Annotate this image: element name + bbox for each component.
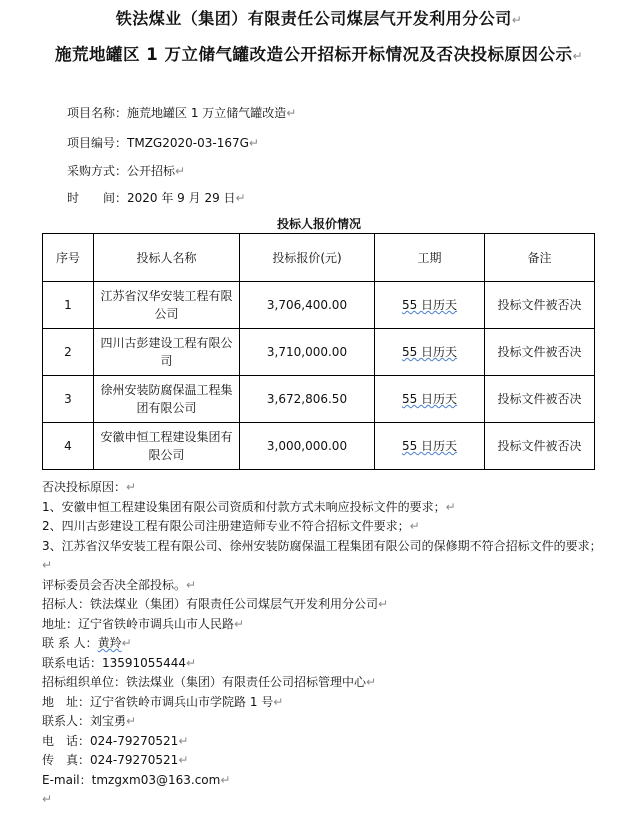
table-row xyxy=(43,329,595,376)
address-line: 地址：辽宁省铁岭市调兵山市人民路↵ xyxy=(42,616,245,631)
cell-price: 3,000,000.00 xyxy=(240,423,375,470)
agency-line: 招标组织单位：铁法煤业（集团）有限责任公司招标管理中心↵ xyxy=(42,675,377,689)
reject-item: 2、四川古彭建设工程有限公司注册建造师专业不符合招标文件要求；↵ xyxy=(42,519,420,533)
cell-period: 55 日历天 xyxy=(375,423,485,470)
method-line: 采购方式：公开招标↵ xyxy=(67,164,186,178)
phone-line: 联系电话：13591055444↵ xyxy=(42,655,197,670)
cell-note: 投标文件被否决 xyxy=(485,423,595,470)
tenderer-line: 招标人：铁法煤业（集团）有限责任公司煤层气开发利用分公司↵ xyxy=(42,597,389,611)
cell-note: 投标文件被否决 xyxy=(485,282,595,329)
cell-period: 55 日历天 xyxy=(375,329,485,376)
table-row xyxy=(43,282,595,329)
header-no: 序号 xyxy=(43,234,94,282)
cell-no: 1 xyxy=(43,282,94,329)
reject-item: 3、江苏省汉华安装工程有限公司、徐州安装防腐保温工程集团有限公司的保修期不符合招标文件的要求；↵ xyxy=(42,538,602,572)
cell-no: 4 xyxy=(43,423,94,470)
reject-heading: 否决投标原因：↵ xyxy=(42,480,137,494)
reject-conclusion: 评标委员会否决全部投标。↵ xyxy=(42,577,197,592)
header-price: 投标报价(元) xyxy=(240,234,375,282)
reject-section xyxy=(42,478,602,810)
cell-period: 55 日历天 xyxy=(375,376,485,423)
table-row xyxy=(43,423,595,470)
header-note: 备注 xyxy=(485,234,595,282)
cell-price: 3,672,806.50 xyxy=(240,376,375,423)
time-line: 时 间：2020 年 9 月 29 日↵ xyxy=(67,191,246,205)
cell-no: 2 xyxy=(43,329,94,376)
email-line: E-mail：tmzgxm03@163.com↵ xyxy=(42,772,231,787)
bid-table xyxy=(42,233,595,470)
cell-price: 3,710,000.00 xyxy=(240,329,375,376)
project-name-line: 项目名称：施荒地罐区 1 万立储气罐改造↵ xyxy=(67,106,297,120)
cell-period: 55 日历天 xyxy=(375,282,485,329)
project-no-line: 项目编号：TMZG2020-03-167G↵ xyxy=(67,136,259,150)
document-subtitle: 施荒地罐区 1 万立储气罐改造公开招标开标情况及否决投标原因公示↵ xyxy=(54,45,584,64)
cell-note: 投标文件被否决 xyxy=(485,329,595,376)
cell-name: 江苏省汉华安装工程有限公司 xyxy=(94,282,240,329)
cell-name: 四川古彭建设工程有限公司 xyxy=(94,329,240,376)
table-row xyxy=(43,376,595,423)
table-caption: 投标人报价情况 xyxy=(276,217,361,231)
document-title: 铁法煤业（集团）有限责任公司煤层气开发利用分公司↵ xyxy=(115,9,523,28)
cell-note: 投标文件被否决 xyxy=(485,376,595,423)
cell-name: 安徽申恒工程建设集团有限公司 xyxy=(94,423,240,470)
agency-address-line: 地 址：辽宁省铁岭市调兵山市学院路 1 号↵ xyxy=(42,694,284,709)
contact-line: 联 系 人：黄羚↵ xyxy=(42,636,132,650)
table-header-row xyxy=(43,234,595,282)
header-name: 投标人名称 xyxy=(94,234,240,282)
agency-contact-line: 联系人：刘宝勇↵ xyxy=(42,714,137,728)
header-period: 工期 xyxy=(375,234,485,282)
reject-item: 1、安徽申恒工程建设集团有限公司资质和付款方式未响应投标文件的要求；↵ xyxy=(42,499,456,514)
tel-line: 电 话：024-79270521↵ xyxy=(42,733,189,748)
trailing-paragraph-mark: ↵ xyxy=(42,792,53,806)
cell-no: 3 xyxy=(43,376,94,423)
cell-name: 徐州安装防腐保温工程集团有限公司 xyxy=(94,376,240,423)
fax-line: 传 真：024-79270521↵ xyxy=(42,753,189,767)
cell-price: 3,706,400.00 xyxy=(240,282,375,329)
